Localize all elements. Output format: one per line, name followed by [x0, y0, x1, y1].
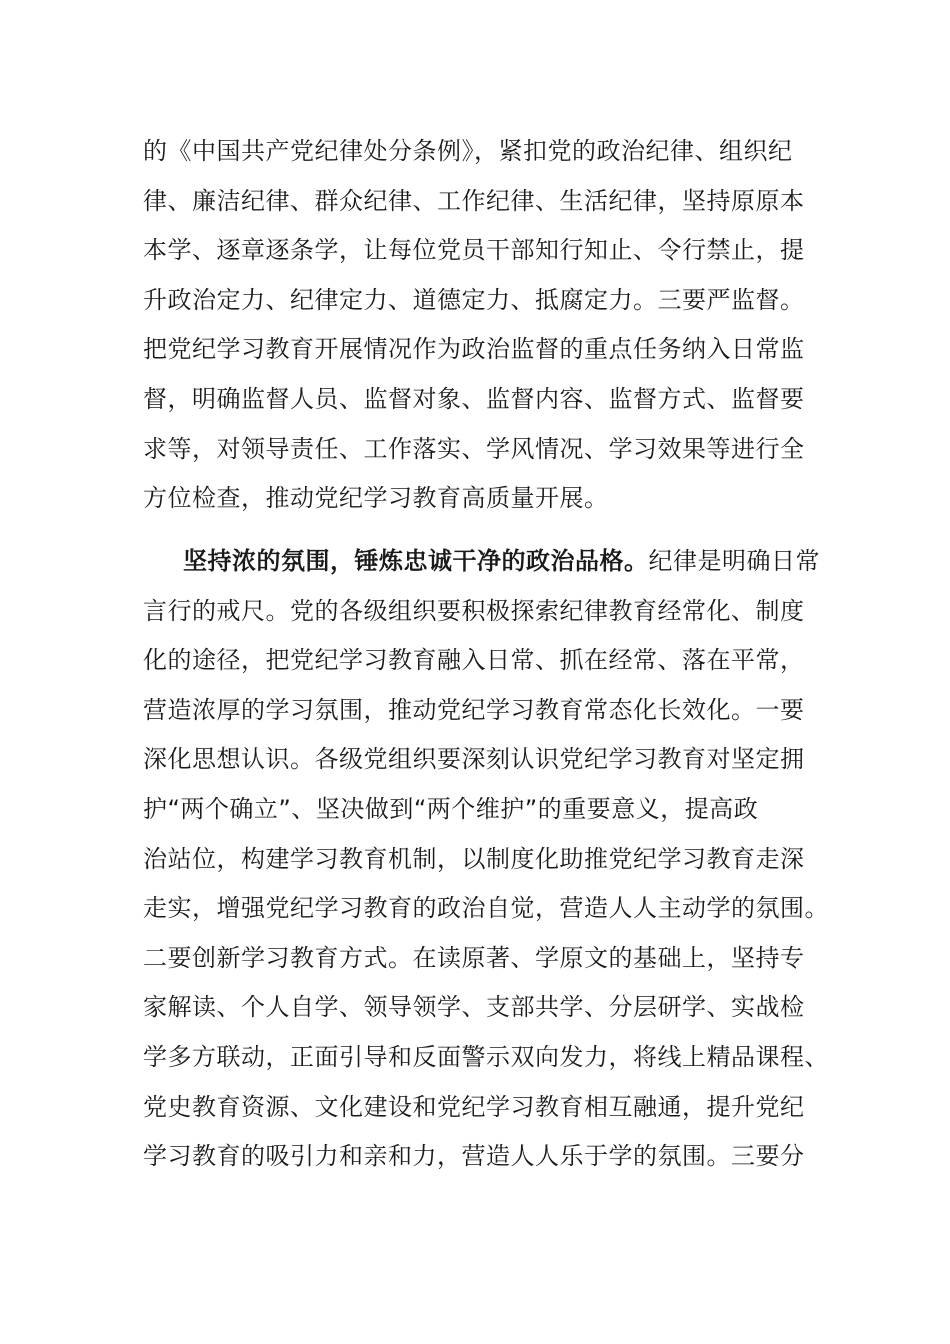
paragraph-line: 二要创新学习教育方式。在读原著、学原文的基础上，坚持专	[143, 943, 805, 972]
paragraph-2	[143, 537, 833, 1182]
paragraph-line: 的《中国共产党纪律处分条例》，紧扣党的政治纪律、组织纪	[143, 137, 793, 165]
paragraph-line: 深化思想认识。各级党组织要深刻认识党纪学习教育对坚定拥	[143, 745, 805, 774]
paragraph-line: 升政治定力、纪律定力、道德定力、抵腐定力。三要严监督。	[143, 285, 805, 314]
paragraph-line: 治站位，构建学习教育机制，以制度化助推党纪学习教育走深	[143, 844, 805, 873]
paragraph-line: 护“两个确立”、坚决做到“两个维护”的重要意义，提高政	[143, 794, 759, 823]
paragraph-line: 方位检查，推动党纪学习教育高质量开展。	[143, 484, 609, 513]
paragraph-line: 学多方联动，正面引导和反面警示双向发力，将线上精品课程、	[143, 1042, 829, 1071]
paragraph-line: 化的途径，把党纪学习教育融入日常、抓在经常、落在平常，	[143, 646, 805, 675]
paragraph-line: 把党纪学习教育开展情况作为政治监督的重点任务纳入日常监	[143, 335, 805, 364]
paragraph-1	[143, 127, 833, 524]
paragraph-first-line	[143, 537, 833, 587]
paragraph-line: 律、廉洁纪律、群众纪律、工作纪律、生活纪律，坚持原原本	[143, 186, 805, 215]
paragraph-line: 督，明确监督人员、监督对象、监督内容、监督方式、监督要	[143, 384, 805, 413]
paragraph-line: 走实，增强党纪学习教育的政治自觉，营造人人主动学的氛围。	[143, 894, 829, 923]
paragraph-heading: 坚持浓的氛围，锤炼忠诚干净的政治品格。	[183, 547, 649, 575]
paragraph-line: 营造浓厚的学习氛围，推动党纪学习教育常态化长效化。一要	[143, 695, 805, 724]
paragraph-line: 求等，对领导责任、工作落实、学风情况、学习效果等进行全	[143, 434, 805, 463]
paragraph-line: 本学、逐章逐条学，让每位党员干部知行知止、令行禁止，提	[143, 236, 805, 265]
paragraph-line: 学习教育的吸引力和亲和力，营造人人乐于学的氛围。三要分	[143, 1142, 805, 1171]
paragraph-line: 党史教育资源、文化建设和党纪学习教育相互融通，提升党纪	[143, 1092, 805, 1121]
paragraph-line: 言行的戒尺。党的各级组织要积极探索纪律教育经常化、制度	[143, 596, 805, 625]
paragraph-line: 家解读、个人自学、领导领学、支部共学、分层研学、实战检	[143, 993, 805, 1022]
paragraph-first-line-text: 纪律是明确日常	[648, 547, 820, 575]
